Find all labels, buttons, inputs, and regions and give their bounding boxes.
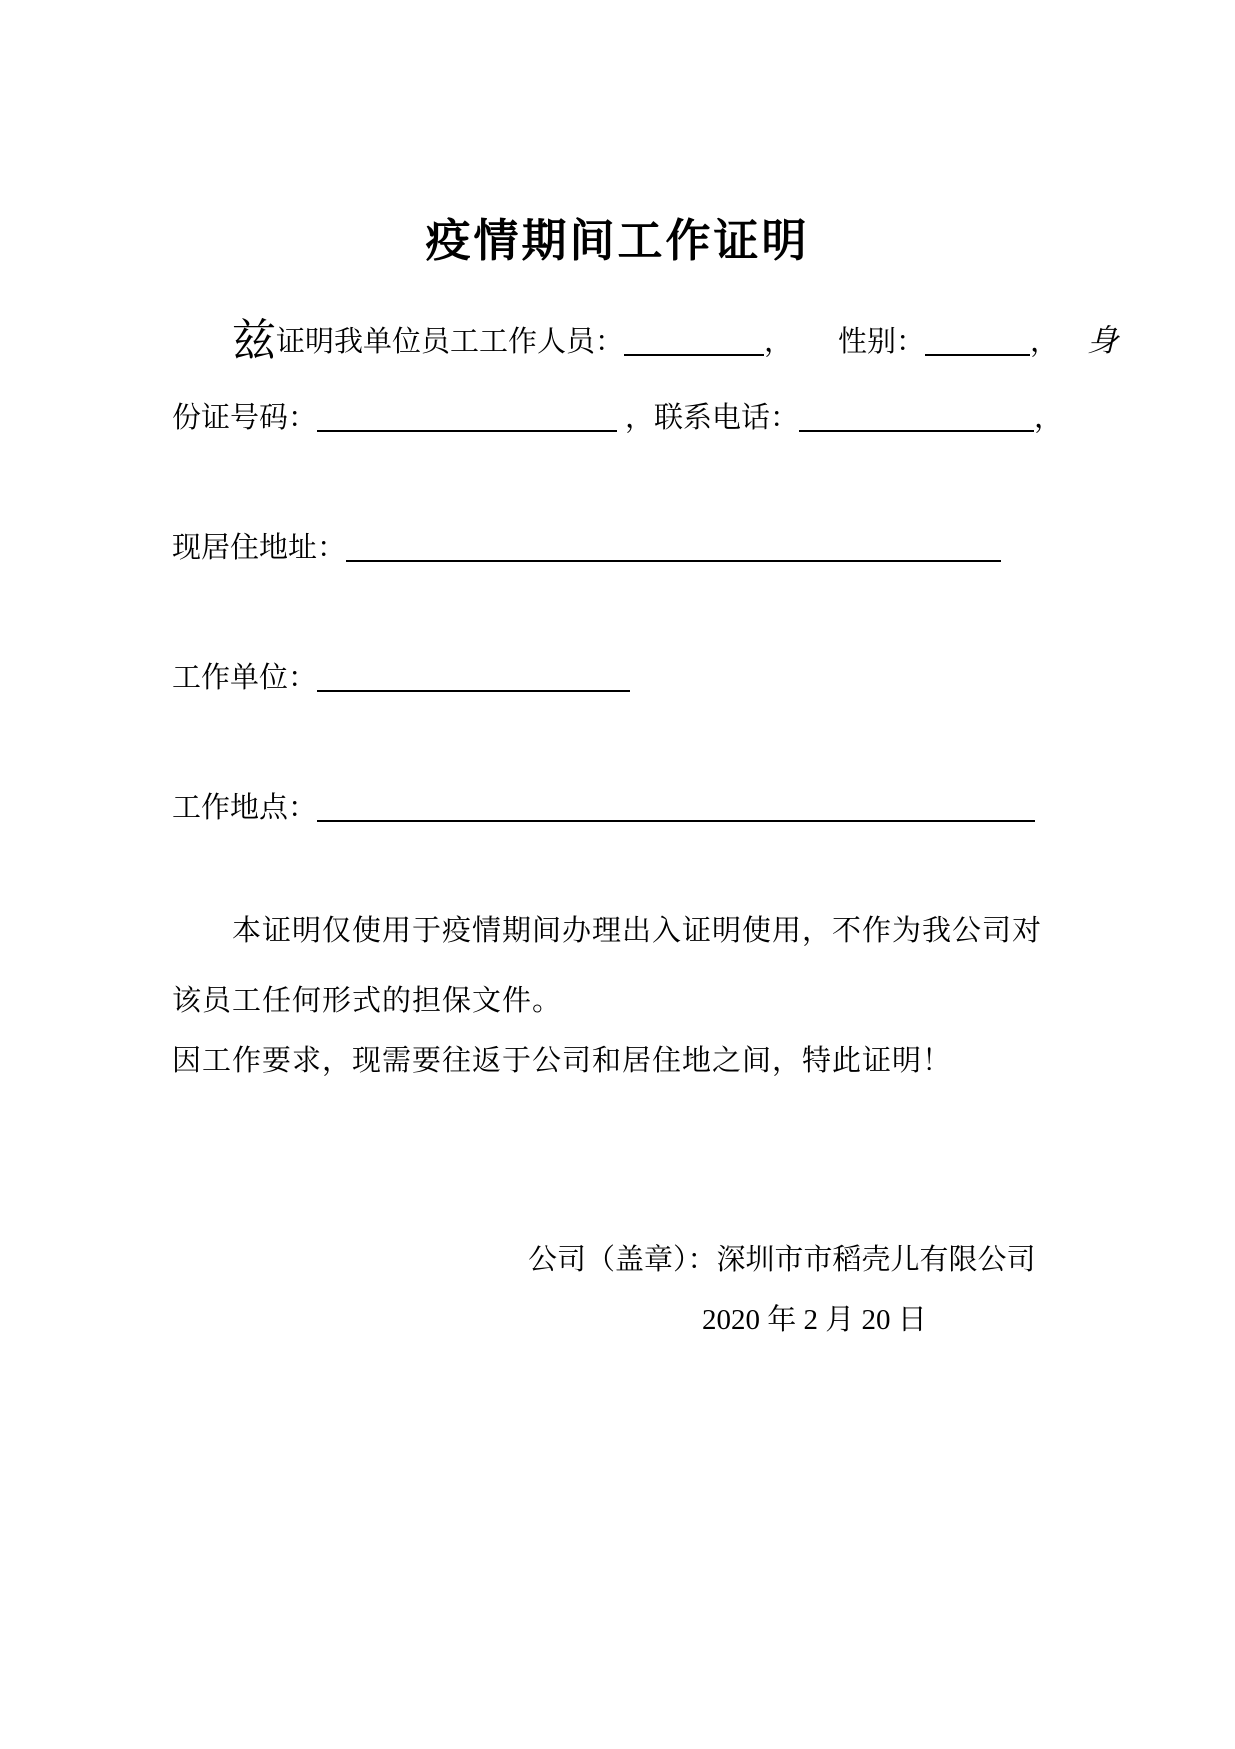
comma-after-gender: ，	[1030, 326, 1060, 358]
address-label: 现居住地址：	[172, 532, 347, 564]
statement-line2-text: 该员工任何形式的担保文件。	[172, 985, 563, 1017]
workplace-blank[interactable]	[317, 792, 1035, 822]
intro-line-2	[172, 395, 1067, 441]
address-blank[interactable]	[346, 532, 1001, 562]
id-number-blank[interactable]	[317, 402, 617, 432]
workplace-label: 工作地点：	[172, 792, 318, 824]
phone-blank[interactable]	[799, 402, 1034, 432]
intro-line1-text: 证明我单位员工工作人员：	[276, 326, 625, 358]
statement-line-3	[172, 1038, 1067, 1084]
gender-label: 性别：	[838, 326, 926, 358]
statement-line-1	[172, 908, 1067, 954]
employer-blank[interactable]	[317, 662, 630, 692]
employer-line	[172, 655, 1067, 701]
line2-trailing-comma: ，	[1034, 402, 1064, 434]
statement-line1-text: 本证明仅使用于疫情期间办理出入证明使用，不作为我公司对	[232, 915, 1043, 947]
gender-blank[interactable]	[925, 326, 1030, 356]
intro-line1-trailing-char: 身	[1087, 323, 1119, 358]
employee-name-blank[interactable]	[624, 326, 764, 356]
statement-line-2	[172, 978, 1067, 1024]
id-number-label: 份证号码：	[172, 402, 318, 434]
company-seal-line: 公司（盖章）：深圳市市稻壳儿有限公司	[528, 1244, 1036, 1276]
date-line: 2020 年 2 月 20 日	[702, 1304, 927, 1336]
address-line	[172, 525, 1067, 571]
lead-character: 兹	[232, 316, 276, 365]
workplace-line	[172, 785, 1067, 831]
intro-line-1	[172, 316, 1119, 365]
employer-label: 工作单位：	[172, 662, 318, 694]
statement-line3-text: 因工作要求，现需要往返于公司和居住地之间，特此证明！	[172, 1045, 953, 1077]
document-title: 疫情期间工作证明	[425, 216, 810, 266]
phone-label: ，联系电话：	[625, 402, 800, 434]
comma-after-name: ，	[764, 326, 794, 358]
